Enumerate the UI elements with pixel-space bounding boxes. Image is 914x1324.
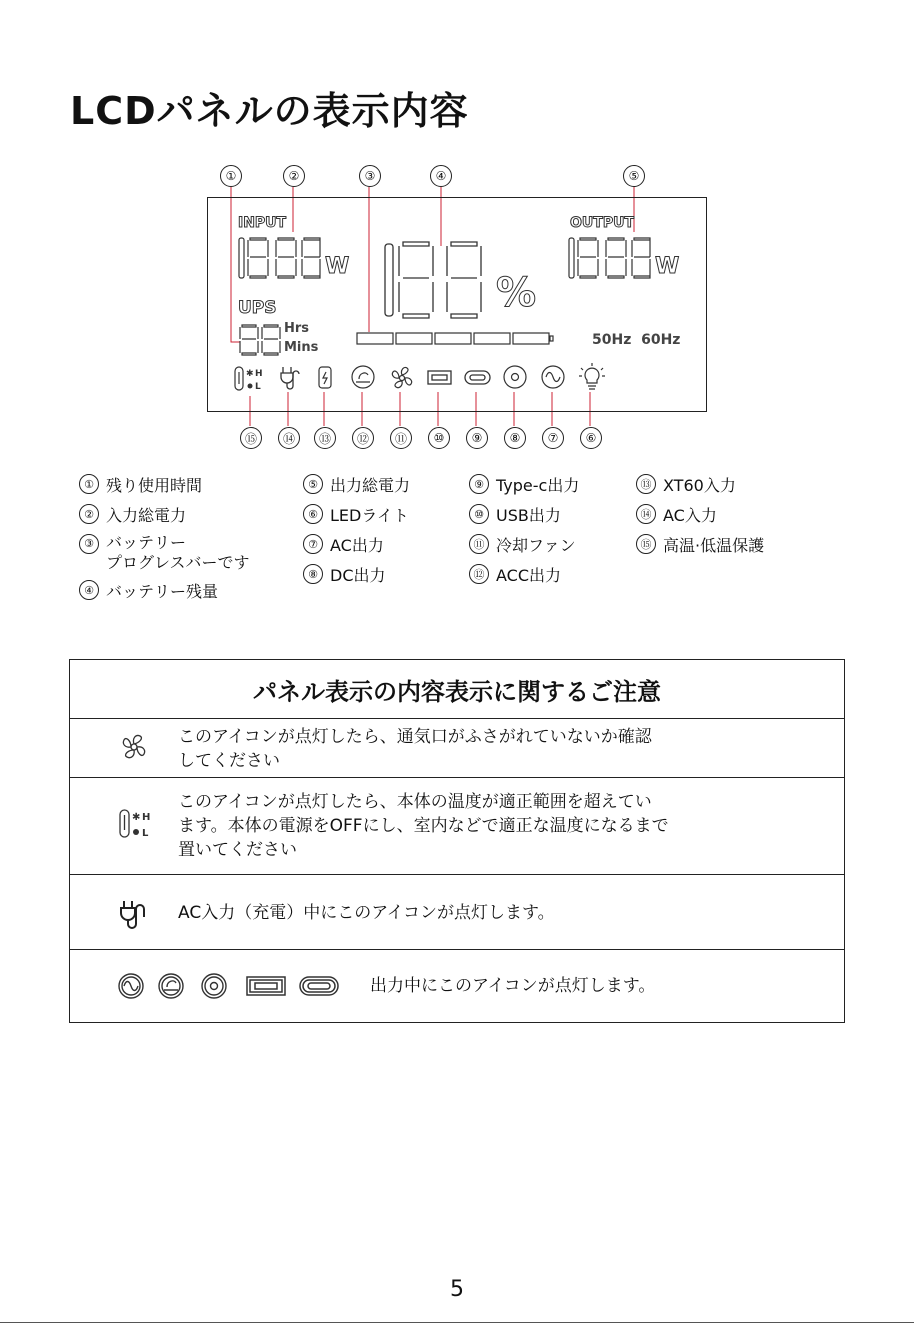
callout-2: ② — [283, 165, 305, 187]
callout-13: ⑬ — [314, 427, 336, 449]
legend-item: ⑮ 高温·低温保護 — [636, 533, 764, 563]
notes-row-text: このアイコンが点灯したら、本体の温度が適正範囲を超えてい ます。本体の電源をOFFにし、室内などで適正な温度になるまで 置いてください — [178, 792, 669, 860]
battery-percent-digits — [383, 240, 493, 320]
temperature-protection-icon — [117, 806, 157, 842]
legend-item: ⑭ AC入力 — [636, 503, 764, 533]
type-c-output-icon — [463, 368, 493, 388]
legend-item: ① 残り使用時間 — [79, 473, 250, 503]
ac-output-icon — [117, 972, 147, 1002]
xt60-input-icon — [316, 364, 334, 392]
notes-row-temperature — [70, 777, 844, 874]
legend-item: ⑦ AC出力 — [303, 533, 410, 563]
legend-item: ④ バッテリー残量 — [79, 579, 250, 609]
callout-4: ④ — [430, 165, 452, 187]
mins-label: Mins — [284, 340, 319, 355]
ac-input-icon — [278, 364, 302, 392]
legend-item: ⑥ LEDライト — [303, 503, 410, 533]
legend-col-3 — [469, 473, 579, 593]
lcd-panel — [207, 197, 707, 412]
ups-label: UPS — [238, 298, 277, 318]
legend-item: ⑧ DC出力 — [303, 563, 410, 593]
callout-5: ⑤ — [623, 165, 645, 187]
callout-7: ⑦ — [542, 427, 564, 449]
callout-3: ③ — [359, 165, 381, 187]
bottom-rule — [0, 1322, 914, 1323]
led-light-icon — [578, 362, 606, 392]
percent-sign: % — [496, 270, 537, 316]
ac-output-icon — [540, 364, 566, 392]
frequency-label: 50Hz 60Hz — [592, 332, 681, 348]
svg-text:L: L — [142, 828, 149, 839]
legend-col-4 — [636, 473, 764, 563]
notes-table — [69, 659, 845, 1023]
notes-row-ac-input — [70, 874, 844, 949]
svg-text:✱: ✱ — [246, 369, 254, 379]
page-title: LCDパネルの表示内容 — [70, 89, 469, 133]
svg-text:✱: ✱ — [132, 812, 141, 823]
legend-item: ⑬ XT60入力 — [636, 473, 764, 503]
legend-item: ⑨ Type-c出力 — [469, 473, 579, 503]
legend-item: ⑤ 出力総電力 — [303, 473, 410, 503]
usb-output-icon — [426, 368, 454, 388]
dc-output-icon — [200, 972, 230, 1002]
page-number: 5 — [450, 1277, 464, 1302]
svg-text:H: H — [255, 369, 263, 379]
notes-row-text: 出力中にこのアイコンが点灯します。 — [370, 976, 656, 996]
legend-col-2 — [303, 473, 410, 593]
callout-1: ① — [220, 165, 242, 187]
notes-row-fan — [70, 718, 844, 777]
legend-col-1 — [79, 473, 250, 609]
callout-14: ⑭ — [278, 427, 300, 449]
legend-item: ③ バッテリー プログレスバーです — [79, 533, 250, 579]
notes-row-outputs — [70, 949, 844, 1023]
callout-9: ⑨ — [466, 427, 488, 449]
acc-output-icon — [157, 972, 187, 1002]
callout-10: ⑩ — [428, 427, 450, 449]
legend-item: ⑫ ACC出力 — [469, 563, 579, 593]
input-watt-unit: W — [325, 254, 350, 279]
battery-progress-bar — [356, 331, 560, 347]
acc-output-icon — [350, 364, 376, 392]
legend-item: ⑩ USB出力 — [469, 503, 579, 533]
callout-15: ⑮ — [240, 427, 262, 449]
notes-row-text: このアイコンが点灯したら、通気口がふさがれていないか確認 してください — [178, 727, 652, 771]
output-label: OUTPUT — [570, 215, 634, 231]
callout-6: ⑥ — [580, 427, 602, 449]
output-watt-unit: W — [655, 254, 680, 279]
usb-output-icon — [245, 974, 287, 1000]
svg-text:H: H — [142, 812, 151, 823]
input-label: INPUT — [238, 215, 287, 231]
cooling-fan-icon — [388, 364, 416, 392]
callout-12: ⑫ — [352, 427, 374, 449]
dc-output-icon — [502, 364, 528, 392]
svg-text:L: L — [255, 382, 261, 392]
temperature-protection-icon — [232, 364, 268, 394]
input-watts-digits — [238, 236, 322, 280]
cooling-fan-icon — [118, 731, 150, 763]
type-c-output-icon — [298, 974, 342, 1000]
legend-item: ② 入力総電力 — [79, 503, 250, 533]
hrs-label: Hrs — [284, 321, 310, 336]
callout-8: ⑧ — [504, 427, 526, 449]
ac-input-icon — [117, 897, 151, 931]
notes-row-text: AC入力（充電）中にこのアイコンが点灯します。 — [178, 903, 555, 923]
callout-11: ⑪ — [390, 427, 412, 449]
time-digits — [238, 324, 282, 356]
output-watts-digits — [568, 236, 652, 280]
legend-item: ⑪ 冷却ファン — [469, 533, 579, 563]
notes-title: パネル表示の内容表示に関するご注意 — [253, 677, 661, 706]
